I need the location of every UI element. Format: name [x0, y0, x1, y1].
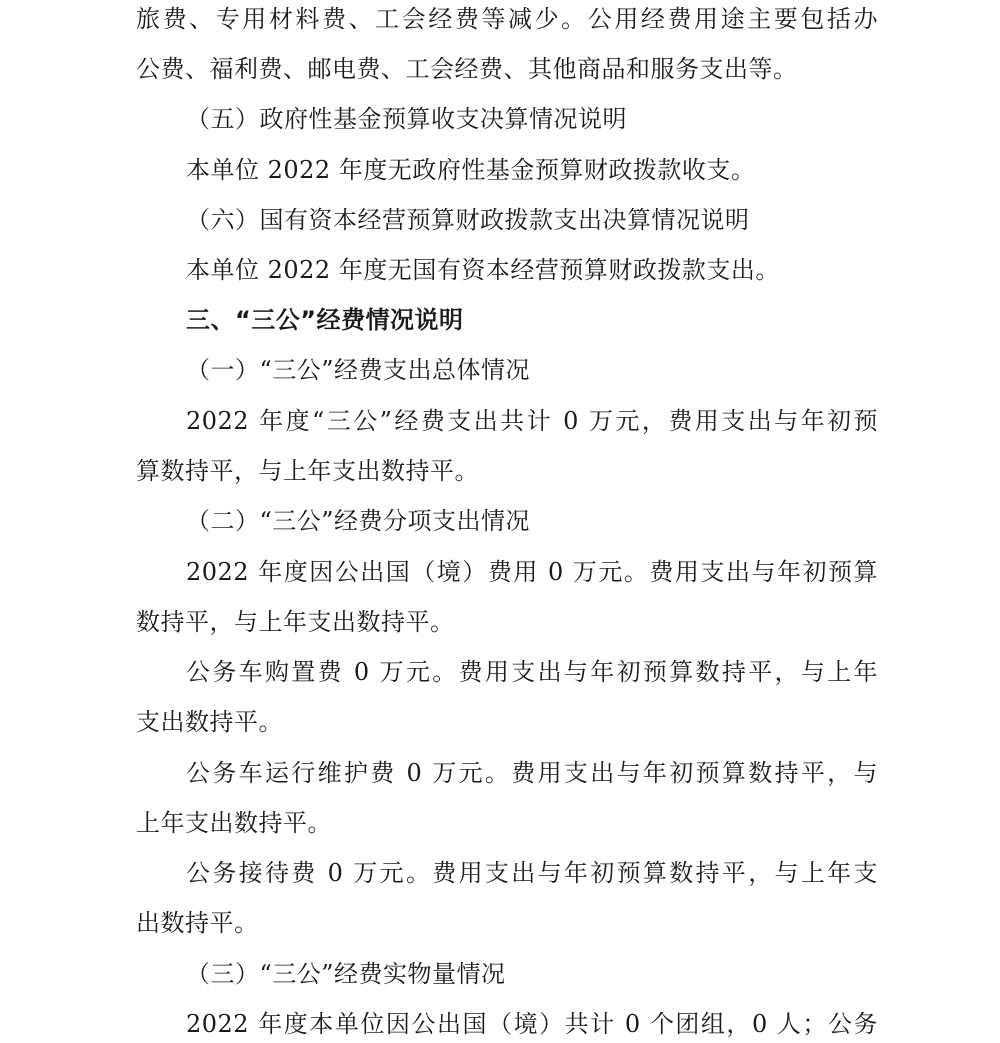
paragraph-line: 公务车运行维护费 0 万元。费用支出与年初预算数持平，与 — [186, 759, 878, 787]
paragraph-line: 2022 年度因公出国（境）费用 0 万元。费用支出与年初预算 — [186, 558, 878, 586]
paragraph-line: 公务接待费 0 万元。费用支出与年初预算数持平，与上年支 — [186, 859, 878, 887]
paragraph-line: 公费、福利费、邮电费、工会经费、其他商品和服务支出等。 — [136, 55, 798, 83]
paragraph-line: 旅费、专用材料费、工会经费等减少。公用经费用途主要包括办 — [136, 5, 878, 33]
paragraph-line: 2022 年度本单位因公出国（境）共计 0 个团组，0 人；公务 — [186, 1010, 878, 1038]
paragraph-line: 数持平，与上年支出数持平。 — [136, 608, 455, 636]
chapter-heading: 三、“三公”经费情况说明 — [186, 306, 464, 334]
paragraph-line: 上年支出数持平。 — [136, 809, 332, 837]
section-heading: （六）国有资本经营预算财政拨款支出决算情况说明 — [186, 206, 750, 234]
paragraph-line: 本单位 2022 年度无政府性基金预算财政拨款收支。 — [186, 156, 756, 184]
section-heading: （一）“三公”经费支出总体情况 — [186, 356, 531, 384]
paragraph-line: 本单位 2022 年度无国有资本经营预算财政拨款支出。 — [186, 256, 780, 284]
section-heading: （二）“三公”经费分项支出情况 — [186, 507, 531, 535]
section-heading: （五）政府性基金预算收支决算情况说明 — [186, 105, 627, 133]
paragraph-line: 算数持平，与上年支出数持平。 — [136, 457, 479, 485]
section-heading: （三）“三公”经费实物量情况 — [186, 960, 506, 988]
paragraph-line: 公务车购置费 0 万元。费用支出与年初预算数持平，与上年 — [186, 658, 878, 686]
paragraph-line: 支出数持平。 — [136, 708, 283, 736]
paragraph-line: 2022 年度“三公”经费支出共计 0 万元，费用支出与年初预 — [186, 407, 878, 435]
paragraph-line: 出数持平。 — [136, 909, 259, 937]
